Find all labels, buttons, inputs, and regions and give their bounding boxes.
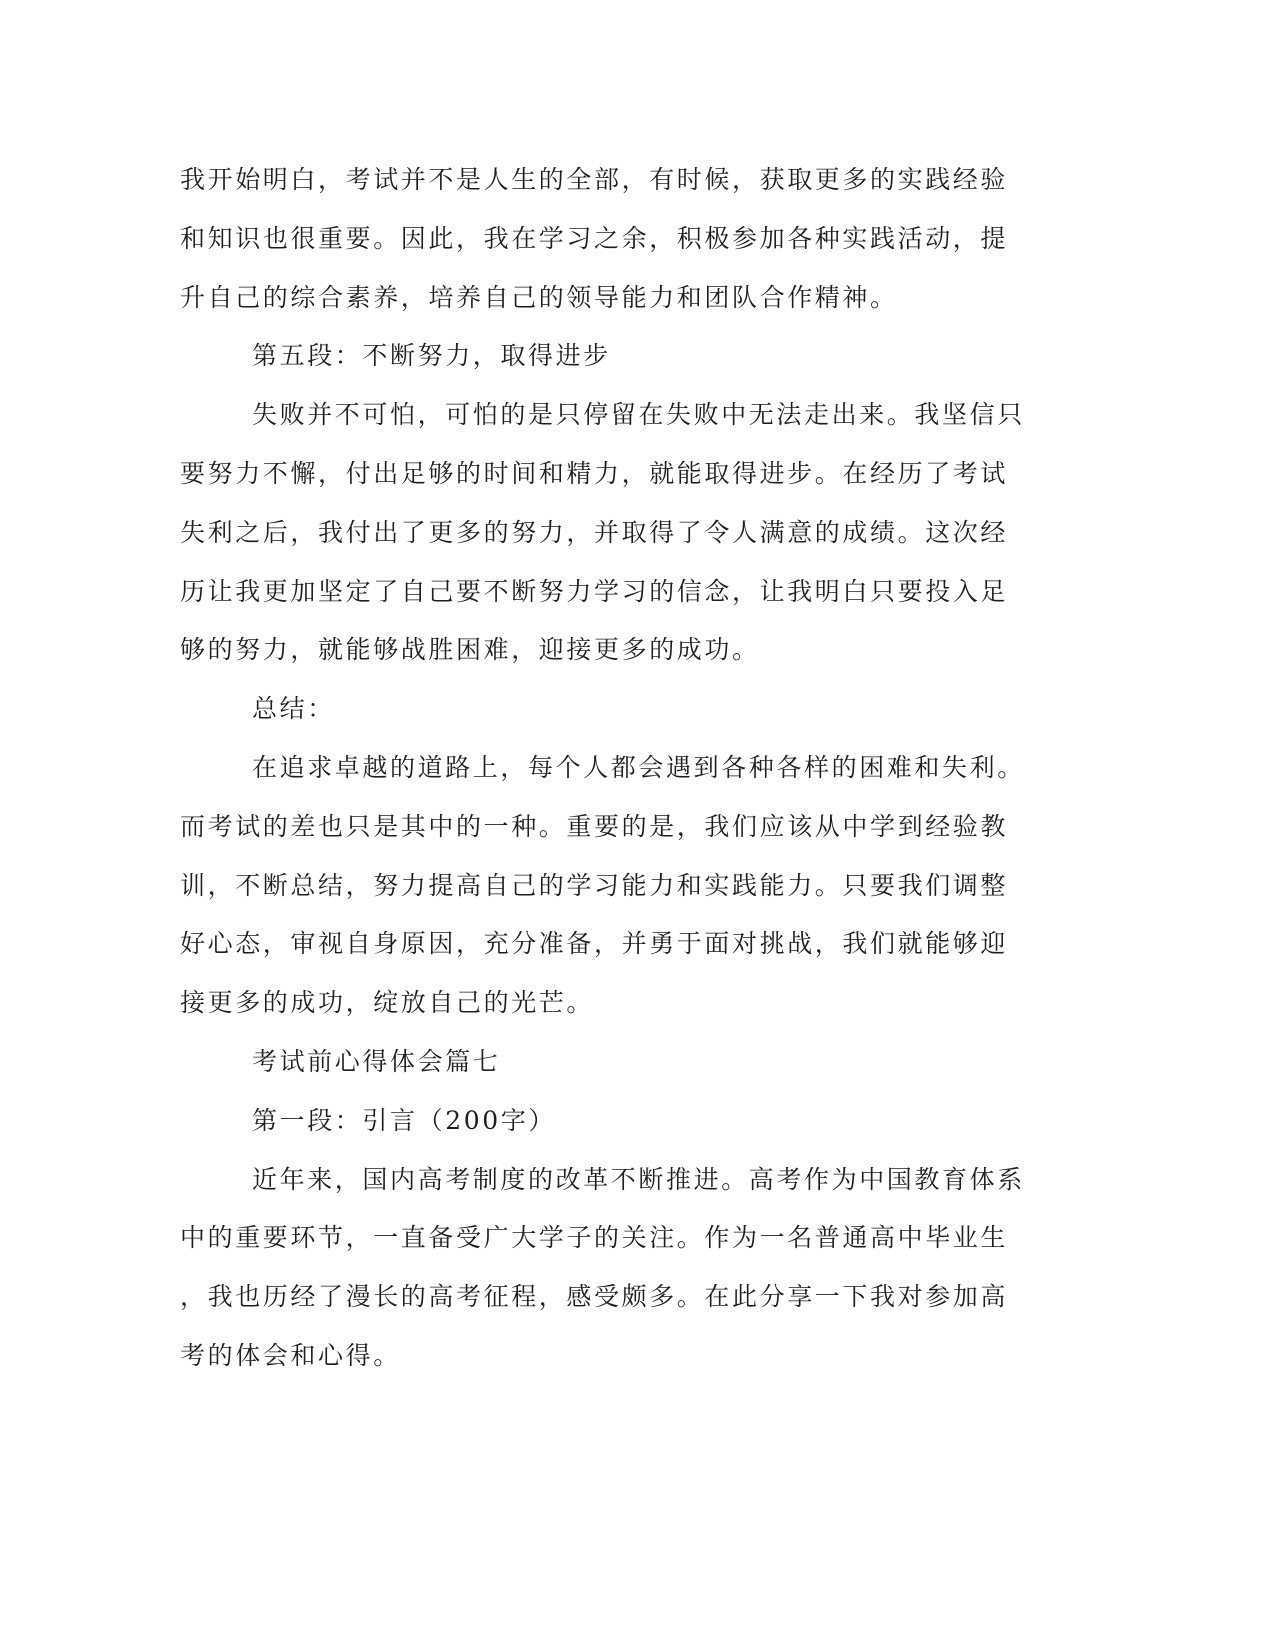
paragraph-line: 中的重要环节，一直备受广大学子的关注。作为一名普通高中毕业生	[180, 1223, 1009, 1253]
paragraph-line: 升自己的综合素养，培养自己的领导能力和团队合作精神。	[180, 282, 898, 312]
paragraph-line: 历让我更加坚定了自己要不断努力学习的信念，让我明白只要投入足	[180, 576, 1009, 606]
article-title	[180, 1033, 1140, 1092]
section-heading-text: 总结：	[252, 694, 335, 724]
paragraph-line: 接更多的成功，绽放自己的光芒。	[180, 988, 595, 1018]
paragraph-line: 失利之后，我付出了更多的努力，并取得了令人满意的成绩。这次经	[180, 517, 1009, 547]
body-paragraph	[180, 1151, 1140, 1386]
paragraph-line: 近年来，国内高考制度的改革不断推进。高考作为中国教育体系	[252, 1164, 1025, 1194]
paragraph-line: 我开始明白，考试并不是人生的全部，有时候，获取更多的实践经验	[180, 165, 1009, 194]
body-paragraph	[180, 739, 1140, 1033]
article-title-text: 考试前心得体会篇七	[252, 1046, 501, 1076]
section-heading-text: 第一段：引言（200字）	[252, 1105, 556, 1135]
paragraph-line: ，我也历经了漫长的高考征程，感受颇多。在此分享一下我对参加高	[180, 1282, 1009, 1312]
paragraph-line: 好心态，审视自身原因，充分准备，并勇于面对挑战，我们就能够迎	[180, 929, 1009, 959]
section-heading	[180, 327, 1140, 386]
paragraph-line: 要努力不懈，付出足够的时间和精力，就能取得进步。在经历了考试	[180, 458, 1009, 488]
paragraph-line: 和知识也很重要。因此，我在学习之余，积极参加各种实践活动，提	[180, 223, 1009, 253]
section-heading-text: 第五段：不断努力，取得进步	[252, 341, 611, 371]
section-heading	[180, 680, 1140, 739]
paragraph-line: 考的体会和心得。	[180, 1340, 401, 1370]
body-paragraph	[180, 386, 1140, 680]
document-body	[180, 151, 1140, 1386]
paragraph-line: 失败并不可怕，可怕的是只停留在失败中无法走出来。我坚信只	[252, 400, 1025, 430]
paragraph-line: 而考试的差也只是其中的一种。重要的是，我们应该从中学到经验教	[180, 811, 1009, 841]
section-heading	[180, 1092, 1140, 1151]
paragraph-line: 训，不断总结，努力提高自己的学习能力和实践能力。只要我们调整	[180, 870, 1009, 900]
paragraph-line: 在追求卓越的道路上，每个人都会遇到各种各样的困难和失利。	[252, 752, 1025, 782]
body-paragraph	[180, 151, 1140, 327]
paragraph-line: 够的努力，就能够战胜困难，迎接更多的成功。	[180, 635, 760, 665]
